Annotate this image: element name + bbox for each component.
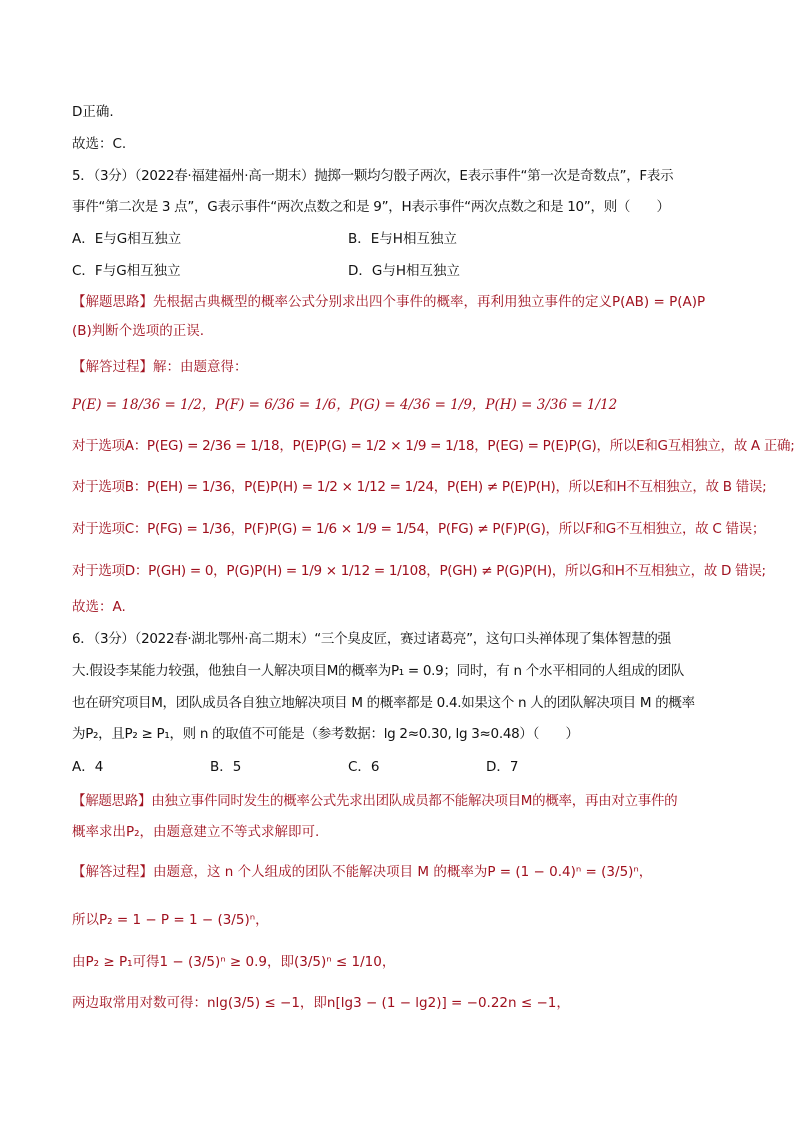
option-b: B．5 xyxy=(210,759,242,775)
question-6-line-3: 也在研究项目M，团队成员各自独立地解决项目 M 的概率都是 0.4.如果这个 n 人的团队解决项目 M 的概率 xyxy=(72,695,695,711)
option-b: B．E与H相互独立 xyxy=(348,231,457,247)
answer-line: 故选：A. xyxy=(72,599,126,615)
q6-options-row xyxy=(72,757,518,777)
option-d: D．7 xyxy=(486,759,519,775)
question-6-line-4: 为P₂，且P₂ ≥ P₁，则 n 的取值不可能是（参考数据：lg 2≈0.30, lg 3≈0.48）（ ） xyxy=(72,726,579,742)
option-c: C．6 xyxy=(348,759,380,775)
option-a: A．4 xyxy=(72,759,104,775)
text-line: 故选：C. xyxy=(72,136,127,152)
q6-solution-process-3: 由P₂ ≥ P₁可得1 − (3/5)ⁿ ≥ 0.9，即(3/5)ⁿ ≤ 1/10， xyxy=(72,954,396,970)
solution-idea-line-2: (B)判断个选项的正误. xyxy=(72,323,205,339)
option-c-check: 对于选项C：P(FG) = 1/36，P(F)P(G) = 1/6 × 1/9 = 1/54，P(FG) ≠ P(F)P(G)，所以F和G不互相独立，故 C 错误； xyxy=(72,521,766,537)
question-5-line-1: 5．（3分）（2022春·福建福州·高一期末）抛掷一颗均匀骰子两次，E表示事件“第一次是奇数点”，F表示 xyxy=(72,168,674,184)
q6-solution-process-1: 【解答过程】由题意，这 n 个人组成的团队不能解决项目 M 的概率为P = (1 − 0.4)ⁿ = (3/5)ⁿ， xyxy=(72,864,653,880)
option-c: C．F与G相互独立 xyxy=(72,263,181,279)
option-d-check: 对于选项D：P(GH) = 0，P(G)P(H) = 1/9 × 1/12 = 1/108，P(GH) ≠ P(G)P(H)，所以G和H不互相独立，故 D 错误; xyxy=(72,563,766,579)
q5-options-row-2 xyxy=(72,261,460,281)
solution-idea-line-1: 【解题思路】先根据古典概型的概率公式分别求出四个事件的概率，再利用独立事件的定义P(AB) = P(A)P xyxy=(72,294,706,310)
q6-solution-process-2: 所以P₂ = 1 − P = 1 − (3/5)ⁿ， xyxy=(72,912,269,928)
q5-options-row-1 xyxy=(72,229,457,249)
option-a: A．E与G相互独立 xyxy=(72,231,182,247)
question-6-line-2: 大.假设李某能力较强，他独自一人解决项目M的概率为P₁ = 0.9；同时，有 n 个水平相同的人组成的团队 xyxy=(72,663,685,679)
solution-process-heading: 【解答过程】解：由题意得： xyxy=(72,359,248,375)
q6-solution-process-4: 两边取常用对数可得：nlg(3/5) ≤ −1，即n[lg3 − (1 − lg2)] = −0.22n ≤ −1， xyxy=(72,995,570,1011)
option-b-check: 对于选项B：P(EH) = 1/36，P(E)P(H) = 1/2 × 1/12 = 1/24，P(EH) ≠ P(E)P(H)，所以E和H不互相独立，故 B 错误; xyxy=(72,479,767,495)
text-line: D正确. xyxy=(72,104,114,120)
question-6-line-1: 6．（3分）（2022春·湖北鄂州·高二期末）“三个臭皮匠，赛过诸葛亮”，这句口头禅体现了集体智慧的强 xyxy=(72,631,671,647)
formula-line: P(E) = 18/36 = 1/2，P(F) = 6/36 = 1/6，P(G) = 4/36 = 1/9，P(H) = 3/36 = 1/12 xyxy=(72,397,618,413)
question-5-line-2: 事件“第二次是 3 点”，G表示事件“两次点数之和是 9”，H表示事件“两次点数之和是 10”，则（ ） xyxy=(72,199,670,215)
q6-solution-idea-line-1: 【解题思路】由独立事件同时发生的概率公式先求出团队成员都不能解决项目M的概率，再由对立事件的 xyxy=(72,793,678,809)
option-a-check: 对于选项A：P(EG) = 2/36 = 1/18，P(E)P(G) = 1/2 × 1/9 = 1/18，P(EG) = P(E)P(G)，所以E和G互相独立，故 A 正确; xyxy=(72,438,794,454)
option-d: D．G与H相互独立 xyxy=(348,263,461,279)
q6-solution-idea-line-2: 概率求出P₂，由题意建立不等式求解即可. xyxy=(72,824,320,840)
